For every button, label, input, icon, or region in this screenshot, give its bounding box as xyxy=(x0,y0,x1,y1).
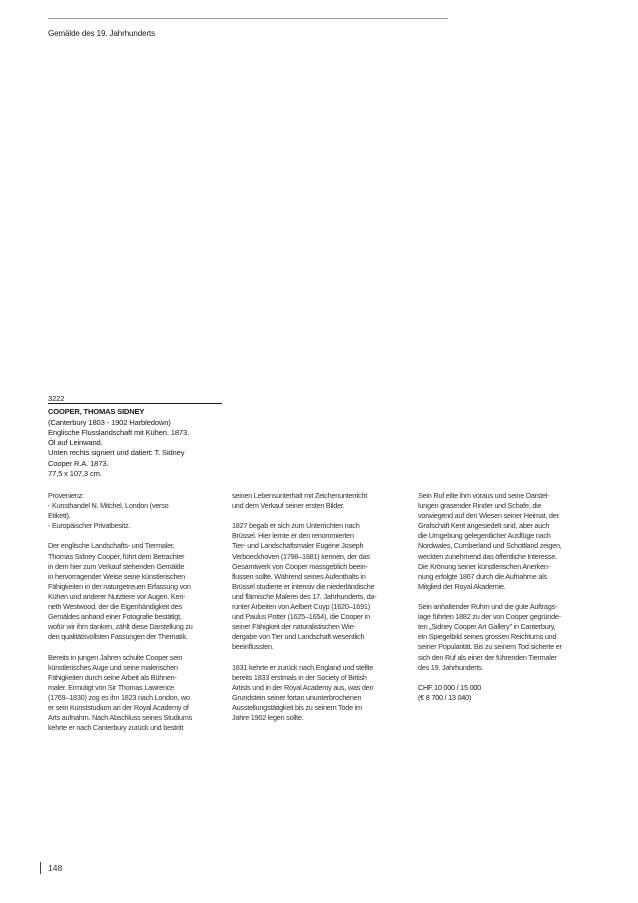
lot-heading xyxy=(48,394,228,479)
text-line: maler. Ermutigt von Sir Thomas Lawrence xyxy=(48,682,174,692)
text-line: in dem hier zum Verkauf stehenden Gemälde xyxy=(48,561,185,571)
text-column-2 xyxy=(232,491,406,733)
text-line: Jahre 1902 legen sollte. xyxy=(232,713,304,723)
body-paragraph xyxy=(232,663,406,724)
text-line: Artists und in der Royal Academy aus, was den xyxy=(232,682,374,692)
text-line: runter Arbeiten von Aelbert Cuyp (1620–1691) xyxy=(232,602,370,612)
text-line: vorwiegend auf den Wiesen seiner Heimat, der xyxy=(418,511,559,521)
text-line: Provenienz: xyxy=(48,491,84,500)
text-line: er sein Kunststudium an der Royal Academy of xyxy=(48,702,189,712)
text-line: beeinflussten. xyxy=(232,642,274,652)
text-line: neth Westwood, der die Eigenhändigkeit des xyxy=(48,602,182,612)
text-line: lungen grasender Rinder und Schafe, die xyxy=(418,501,542,511)
text-line: Sein anhaltender Ruhm und die gute Auftrags- xyxy=(418,602,558,612)
page-number-mark xyxy=(40,862,41,874)
text-line: des 19. Jahrhunderts. xyxy=(418,662,484,672)
text-line: Thomas Sidney Cooper, führt dem Betrachter xyxy=(48,551,185,561)
text-line: und Paulus Potter (1625–1654), die Cooper in xyxy=(232,612,370,622)
lot-detail-line: Englische Flusslandschaft mit Kühen. 1873. xyxy=(48,427,190,437)
lot-detail-line: Unten rechts signiert und datiert: T. Sidney xyxy=(48,448,185,458)
text-line: Etikett). xyxy=(48,511,71,521)
body-paragraph xyxy=(418,491,594,592)
text-line: ein Spiegelbild seines grossen Reichtums und xyxy=(418,632,557,642)
header-rule xyxy=(48,18,448,19)
text-line: und dem Verkauf seiner ersten Bilder. xyxy=(232,501,345,511)
text-line: Gemäldes anhand einer Fotografie bestätigt, xyxy=(48,612,182,622)
lot-artist: COOPER, THOMAS SIDNEY xyxy=(48,407,145,417)
price-estimate xyxy=(418,683,594,703)
text-line: die Umgebung gelegentlicher Ausflüge nach xyxy=(418,531,551,541)
text-line: in hervorragender Weise seine künstlerischen xyxy=(48,571,185,581)
price-line: CHF 10 000 / 15 000 xyxy=(418,682,481,692)
text-line: - Europäischer Privatbesitz. xyxy=(48,521,131,531)
text-line: Die Krönung seiner künstlerischen Anerken- xyxy=(418,561,550,571)
text-line: und flämische Malerei des 17. Jahrhunderts, da- xyxy=(232,591,377,601)
body-paragraph xyxy=(48,491,220,531)
text-line: Grundstein seiner fortan ununterbrochenen xyxy=(232,692,362,702)
text-line: seiner Popularität. Bis zu seinem Tod sicherte er xyxy=(418,642,562,652)
text-line: Bereits in jungen Jahren schulte Cooper sein xyxy=(48,652,183,662)
text-line: dergabe von Tier und Landschaft wesentlich xyxy=(232,632,365,642)
text-line: seiner Fähigkeit der naturalistischen Wie- xyxy=(232,622,356,632)
price-line: (€ 8 700 / 13 040) xyxy=(418,692,472,702)
text-line: Nordwales, Cumberland und Schottland zeigen, xyxy=(418,541,562,551)
text-line: 1827 begab er sich zum Unterrichten nach xyxy=(232,521,360,531)
text-column-1 xyxy=(48,491,220,743)
body-paragraph xyxy=(232,521,406,652)
body-paragraph xyxy=(232,491,406,511)
text-line: Verboeckhoven (1798–1881) kennen, der das xyxy=(232,551,370,561)
lot-detail-line: Cooper R.A. 1873. xyxy=(48,458,109,468)
lot-detail-line: Öl auf Leinwand. xyxy=(48,438,103,448)
text-line: Brüssel studierte er intensiv die niederländische xyxy=(232,581,375,591)
lot-detail-line: (Canterbury 1803 - 1902 Harbledown) xyxy=(48,417,171,427)
text-line: Brüssel. Hier lernte er den renommierten xyxy=(232,531,354,541)
text-line: ten „Sidney Cooper Art Gallery" in Canterbury, xyxy=(418,622,556,632)
lot-number: 3222 xyxy=(48,394,65,403)
text-line: Tier- und Landschaftsmaler Eugène Joseph xyxy=(232,541,364,551)
body-paragraph xyxy=(418,602,594,673)
body-paragraph xyxy=(48,541,220,642)
text-line: Arts aufnahm. Nach Abschluss seines Studiums xyxy=(48,713,192,723)
text-line: weckten zunehmend das öffentliche Interesse. xyxy=(418,551,557,561)
text-line: Sein Ruf eilte ihm voraus und seine Darstel- xyxy=(418,491,550,500)
text-line: nung erfolgte 1867 durch die Aufnahme als xyxy=(418,571,547,581)
text-line: Ausstellungstätigkeit bis zu seinem Tode im xyxy=(232,702,362,712)
text-line: sich den Ruf als einer der führenden Tiermaler xyxy=(418,652,557,662)
text-line: Fähigkeiten durch seine Arbeit als Bühnen- xyxy=(48,672,177,682)
text-line: Fähigkeiten in der naturgetreuen Erfassung von xyxy=(48,581,191,591)
text-line: seinen Lebensunterhalt mit Zeichenunterricht xyxy=(232,491,368,500)
text-line: Gesamtwerk von Cooper massgeblich beein- xyxy=(232,561,368,571)
text-line: - Kunsthandel N. Mitchel, London (verso xyxy=(48,501,169,511)
lot-detail-line: 77,5 x 107,3 cm. xyxy=(48,469,102,479)
text-line: Mitglied der Royal Akademie. xyxy=(418,581,506,591)
text-line: künstlerisches Auge und seine malerischen xyxy=(48,662,178,672)
text-line: (1769–1830) zog es ihn 1823 nach London, wo xyxy=(48,692,190,702)
text-line: Der englische Landschafts- und Tiermaler, xyxy=(48,541,175,551)
page-number: 148 xyxy=(48,863,63,873)
text-line: Grafschaft Kent angesiedelt sind, aber auch xyxy=(418,521,550,531)
text-line: Kühen und anderer Nutztiere vor Augen. Ken- xyxy=(48,591,186,601)
text-line: bereits 1833 erstmals in der Society of British xyxy=(232,672,367,682)
text-line: lage führten 1882 zu der von Cooper gegründe- xyxy=(418,612,561,622)
body-paragraph xyxy=(48,653,220,734)
text-line: wofür wir ihm danken, zählt diese Darstellung zu xyxy=(48,622,193,632)
text-line: den qualitätsvollsten Fassungen der Thematik. xyxy=(48,632,188,642)
text-line: flussen sollte. Während seines Aufenthalts in xyxy=(232,571,366,581)
section-title: Gemälde des 19. Jahrhunderts xyxy=(48,29,156,38)
text-line: 1831 kehrte er zurück nach England und stellte xyxy=(232,662,374,672)
text-line: kehrte er nach Canterbury zurück und bestritt xyxy=(48,723,184,733)
text-column-3 xyxy=(418,491,594,713)
